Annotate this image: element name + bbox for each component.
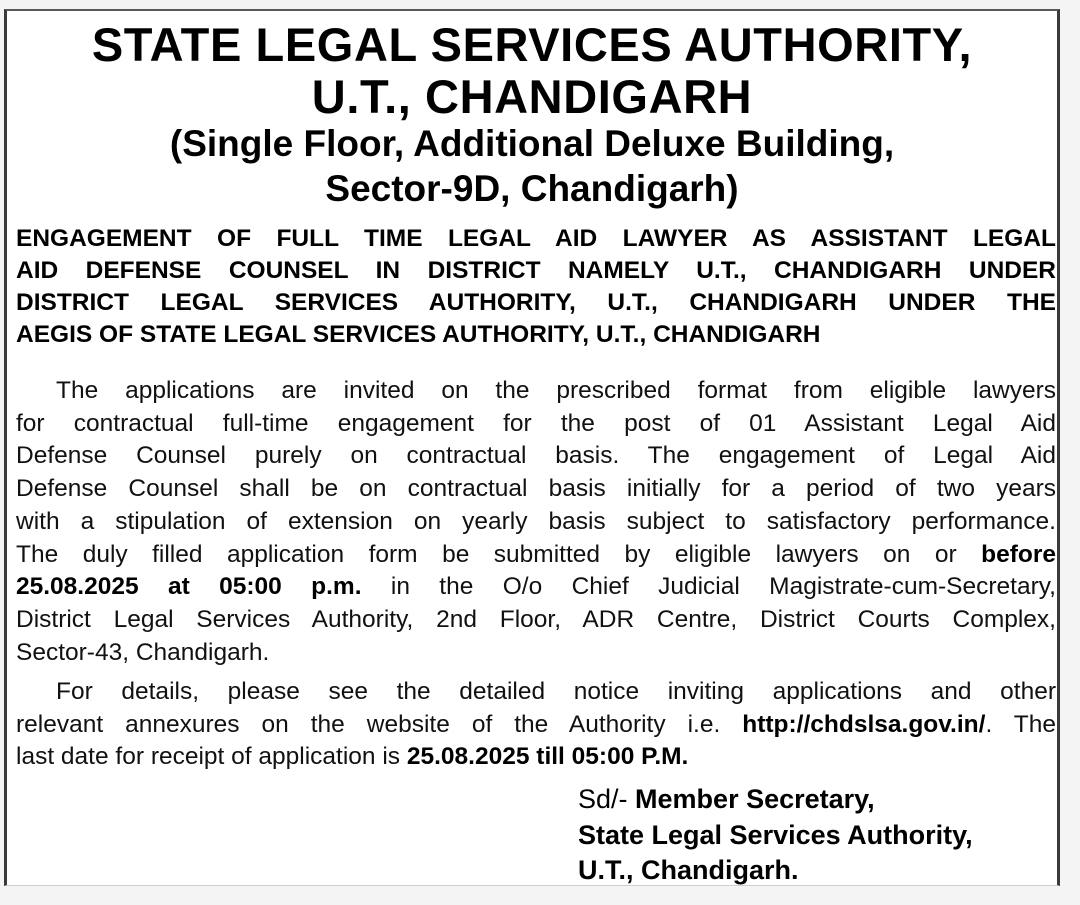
address-line-1: (Single Floor, Additional Deluxe Building, <box>169 123 895 164</box>
application-paragraph <box>16 375 1056 669</box>
paragraph-line <box>16 709 1056 742</box>
notice-subject <box>16 223 1056 351</box>
deadline-label: before <box>981 540 1056 568</box>
paragraph-line: Defense Counsel purely on contractual basis. The engagement of Legal Aid <box>16 442 1056 470</box>
signatory-title: Member Secretary, <box>635 784 875 814</box>
website-link[interactable]: http://chdslsa.gov.in/ <box>742 710 986 738</box>
paragraph-line: District Legal Services Authority, 2nd Floor, ADR Centre, District Courts Complex, <box>16 605 1056 633</box>
paragraph-line: Defense Counsel shall be on contractual basis initially for a period of two years <box>16 475 1056 503</box>
subject-line: AID DEFENSE COUNSEL IN DISTRICT NAMELY U.T., CHANDIGARH UNDER <box>16 257 1056 284</box>
paragraph-line: The applications are invited on the prescribed format from eligible lawyers <box>56 377 1056 404</box>
paragraph-line <box>16 571 1056 604</box>
signed-prefix: Sd/- <box>578 784 628 814</box>
last-date: 25.08.2025 till 05:00 P.M. <box>406 743 689 771</box>
subject-line: AEGIS OF STATE LEGAL SERVICES AUTHORITY, U.T., CHANDIGARH <box>16 321 821 348</box>
signatory-org: State Legal Services Authority, <box>578 819 973 850</box>
paragraph-line: for contractual full-time engagement for the post of 01 Assistant Legal Aid <box>16 409 1056 437</box>
website-text: relevant annexures on the website of the Authority i.e. <box>16 710 721 738</box>
authority-location: U.T., CHANDIGARH <box>311 70 753 123</box>
authority-name: STATE LEGAL SERVICES AUTHORITY, <box>91 18 973 71</box>
public-notice <box>4 9 1060 886</box>
address-line-2: Sector-9D, Chandigarh) <box>325 168 739 209</box>
details-paragraph <box>16 676 1056 774</box>
submission-text: The duly filled application form be submitted by eligible lawyers on or <box>16 540 957 568</box>
paragraph-line: Sector-43, Chandigarh. <box>16 638 270 666</box>
signature-block <box>578 782 973 889</box>
paragraph-line: For details, please see the detailed notice inviting applications and other <box>56 678 1056 705</box>
paragraph-line: with a stipulation of extension on yearly basis subject to satisfactory performance. <box>16 507 1056 535</box>
subject-line: DISTRICT LEGAL SERVICES AUTHORITY, U.T., CHANDIGARH UNDER THE <box>16 289 1056 316</box>
paragraph-line <box>16 741 1056 774</box>
subject-line: ENGAGEMENT OF FULL TIME LEGAL AID LAWYER AS ASSISTANT LEGAL <box>16 225 1056 252</box>
last-date-text: last date for receipt of application is <box>16 743 401 771</box>
website-tail: . The <box>985 710 1057 738</box>
paragraph-line <box>16 539 1056 572</box>
deadline-date: 25.08.2025 at 05:00 p.m. <box>16 573 362 601</box>
signatory-place: U.T., Chandigarh. <box>578 855 799 885</box>
office-text: in the O/o Chief Judicial Magistrate-cum-Secretary, <box>390 573 1056 601</box>
